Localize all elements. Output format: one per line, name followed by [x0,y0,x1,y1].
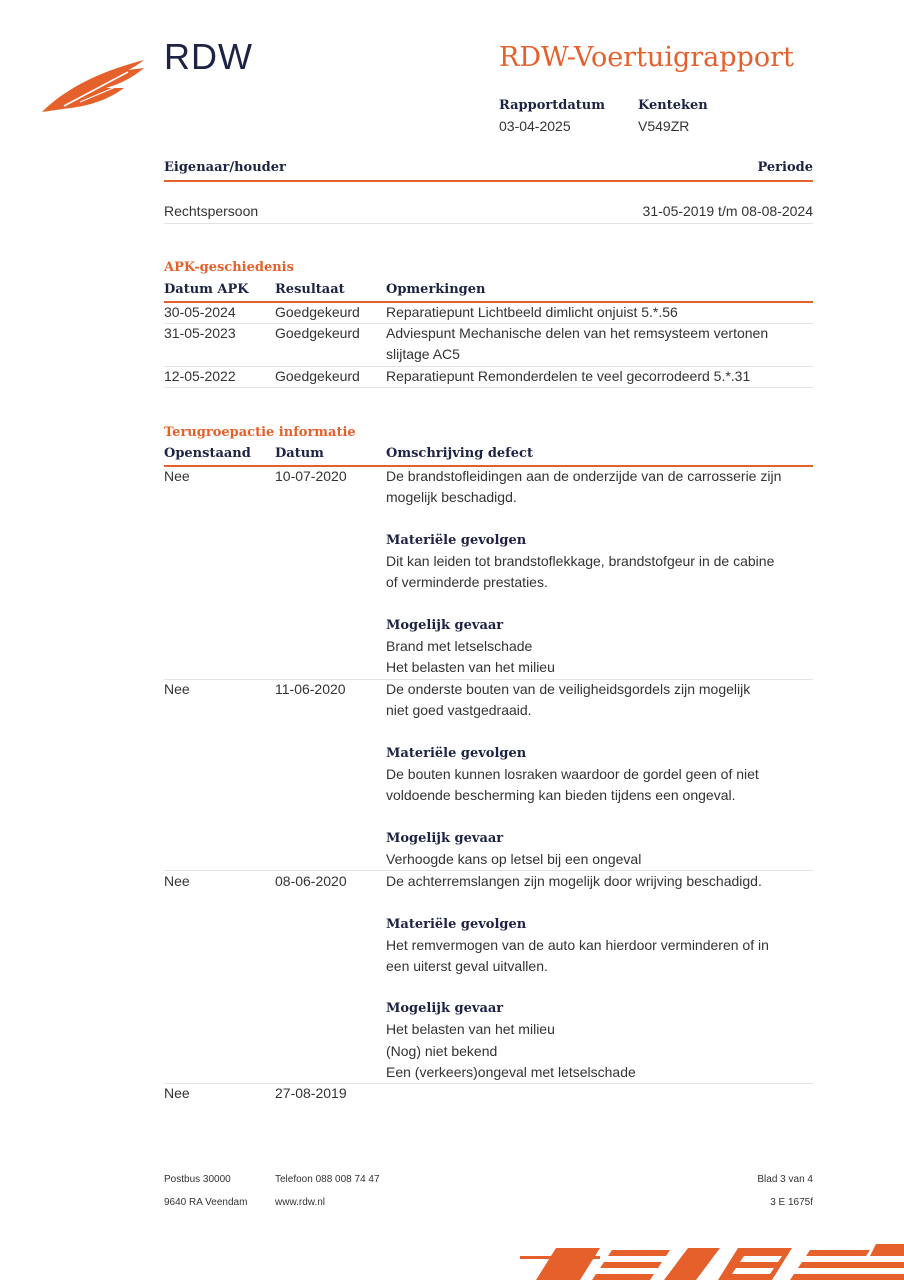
danger-heading: Mogelijk gevaar [386,1001,504,1017]
recall-row-open: Nee [164,468,190,484]
recall-row-open: Nee [164,873,190,889]
footer-phone: Telefoon 088 008 74 47 [275,1174,380,1185]
rdw-logo-icon [40,58,148,114]
recall-col-date: Datum [275,446,324,461]
brand-name: RDW [164,36,253,77]
recall-defect: De onderste bouten van de veiligheidsgordels zijn mogelijk niet goed vastgedraaid. [386,681,751,719]
recall-danger: Brand met letselschade [386,637,533,654]
owner-type: Rechtspersoon [164,203,259,219]
apk-section-title: APK-geschiedenis [164,260,294,275]
owner-header-rule [164,180,813,182]
recall-row-open: Nee [164,681,190,697]
danger-heading: Mogelijk gevaar [386,830,504,846]
footer-code: 3 E 1675f [770,1197,813,1208]
recall-danger: Verhoogde kans op letsel bij een ongeval [386,850,642,867]
apk-row-date: 12-05-2022 [164,368,236,384]
recall-row-date: 11-06-2020 [275,681,346,697]
apk-col-date: Datum APK [164,282,249,297]
recall-danger: Het belasten van het milieu [386,1021,555,1038]
plate-value: V549ZR [638,118,690,134]
apk-row-remarks: Adviespunt Mechanische delen van het remsysteem vertonen slijtage AC5 [386,325,769,362]
recall-section-title: Terugroepactie informatie [164,425,356,440]
footer-city: 9640 RA Veendam [164,1197,248,1208]
recall-row-description [386,466,786,678]
owner-row-rule [164,223,813,224]
recall-danger: (Nog) niet bekend [386,1042,498,1059]
report-title: RDW-Voertuigrapport [499,42,794,73]
recall-defect: De brandstofleidingen aan de onderzijde van de carrosserie zijn mogelijk beschadigd. [386,468,782,506]
apk-row-rule [164,387,813,388]
apk-row-result: Goedgekeurd [275,304,360,320]
recall-col-open: Openstaand [164,446,251,461]
apk-col-remarks: Opmerkingen [386,282,486,297]
recall-row-date: 27-08-2019 [275,1085,347,1101]
period-label: Periode [757,160,813,175]
recall-row-date: 08-06-2020 [275,873,347,889]
apk-col-result: Resultaat [275,282,345,297]
apk-row-result: Goedgekeurd [275,368,360,384]
recall-consequences: De bouten kunnen losraken waardoor de gordel geen of niet voldoende bescherming kan bieden tijdens een ongeval. [386,765,759,804]
apk-row-remarks: Reparatiepunt Remonderdelen te veel gecorrodeerd 5.*.31 [386,368,751,384]
recall-row-description [386,679,776,870]
recall-row-description [386,871,796,1083]
owner-period: 31-05-2019 t/m 08-08-2024 [642,203,813,219]
report-date: 03-04-2025 [499,118,571,134]
apk-row-remarks: Reparatiepunt Lichtbeeld dimlicht onjuist 5.*.56 [386,304,678,320]
recall-row-rule [164,1083,813,1084]
footer-postbus: Postbus 30000 [164,1174,231,1185]
consequences-heading: Materiële gevolgen [386,916,527,932]
apk-row-date: 31-05-2023 [164,325,236,341]
danger-heading: Mogelijk gevaar [386,617,504,633]
recall-row-date: 10-07-2020 [275,468,347,484]
plate-label: Kenteken [638,98,708,113]
recall-col-desc: Omschrijving defect [386,446,533,461]
recall-defect: De achterremslangen zijn mogelijk door wrijving beschadigd. [386,873,762,889]
consequences-heading: Materiële gevolgen [386,745,527,761]
apk-row-result: Goedgekeurd [275,325,360,341]
recall-danger: Een (verkeers)ongeval met letselschade [386,1064,636,1081]
report-date-label: Rapportdatum [499,98,605,113]
recall-consequences: Het remvermogen van de auto kan hierdoor verminderen of in een uiterst geval uitvallen. [386,936,769,974]
recall-danger: Het belasten van het milieu [386,659,555,676]
recall-consequences: Dit kan leiden tot brandstoflekkage, brandstofgeur in de cabine of verminderde prestaties. [386,552,775,591]
owner-label: Eigenaar/houder [164,160,286,175]
apk-row-date: 30-05-2024 [164,304,236,320]
consequences-heading: Materiële gevolgen [386,532,527,548]
decorative-stripes-icon [520,1244,904,1280]
footer-page: Blad 3 van 4 [757,1174,813,1185]
recall-row-open: Nee [164,1085,190,1101]
footer-web[interactable]: www.rdw.nl [275,1197,326,1208]
